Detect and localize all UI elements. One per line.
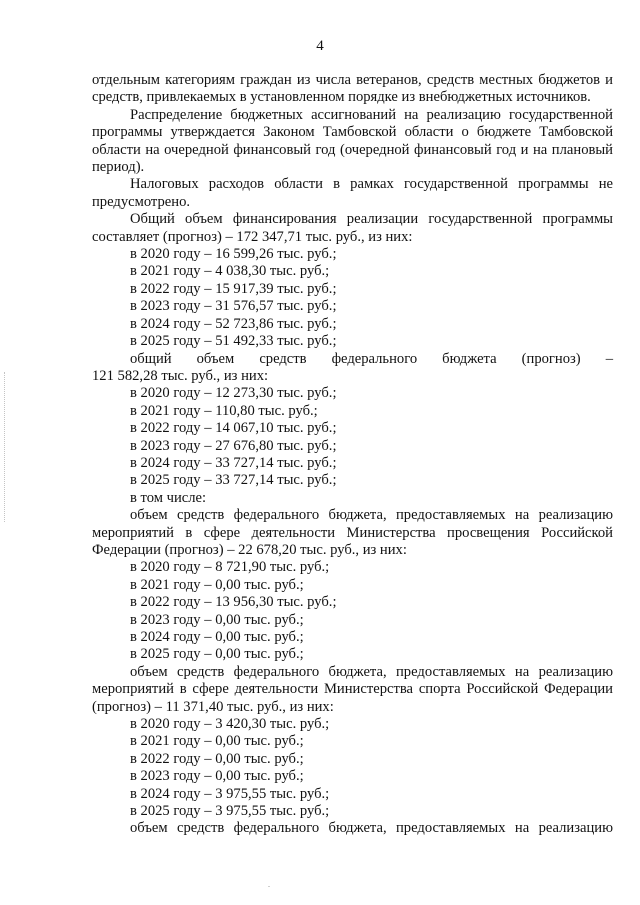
page-number: 4 xyxy=(316,38,324,54)
list-item: в 2021 году – 0,00 тыс. руб.; xyxy=(130,733,304,750)
list-item: в 2021 году – 0,00 тыс. руб.; xyxy=(130,576,304,593)
scan-dot xyxy=(268,886,270,887)
paragraph: общий объем средств федерального бюджета (прогноз) – xyxy=(130,350,613,367)
list-item: в 2020 году – 8 721,90 тыс. руб.; xyxy=(130,559,330,576)
list-item: в 2020 году – 16 599,26 тыс. руб.; xyxy=(130,246,337,263)
list-item: в 2022 году – 15 917,39 тыс. руб.; xyxy=(130,280,337,297)
list-item: в 2022 году – 14 067,10 тыс. руб.; xyxy=(130,420,337,437)
paragraph: объем средств федерального бюджета, предоставляемых на реализацию xyxy=(130,820,613,837)
list-item: в том числе: xyxy=(130,489,207,506)
list-item: в 2021 году – 4 038,30 тыс. руб.; xyxy=(130,263,330,280)
list-item: в 2024 году – 52 723,86 тыс. руб.; xyxy=(130,315,337,332)
document-body xyxy=(92,72,613,838)
list-item: в 2021 году – 110,80 тыс. руб.; xyxy=(130,402,318,419)
list-item: в 2023 году – 0,00 тыс. руб.; xyxy=(130,611,304,628)
paragraph: 121 582,28 тыс. руб., из них: xyxy=(92,367,269,384)
list-item: в 2023 году – 0,00 тыс. руб.; xyxy=(130,768,304,785)
list-item: в 2024 году – 3 975,55 тыс. руб.; xyxy=(130,785,330,802)
list-item: в 2022 году – 13 956,30 тыс. руб.; xyxy=(130,594,337,611)
list-item: в 2025 году – 51 492,33 тыс. руб.; xyxy=(130,333,337,350)
paragraph: отдельным категориям граждан из числа ветеранов, средств местных бюджетов и средств, привлекаемых в установленном порядке из внебюджетных источников. xyxy=(92,72,613,106)
paragraph: Общий объем финансирования реализации государственной программы составляет (прогноз) – 172 347,71 тыс. руб., из них: xyxy=(92,211,613,245)
list-item: в 2024 году – 0,00 тыс. руб.; xyxy=(130,629,304,645)
margin-scan-mark xyxy=(4,372,6,522)
list-item: в 2023 году – 31 576,57 тыс. руб.; xyxy=(130,298,337,315)
list-item: в 2025 году – 33 727,14 тыс. руб.; xyxy=(130,472,337,489)
list-item: в 2024 году – 33 727,14 тыс. руб.; xyxy=(130,454,337,471)
paragraph: Распределение бюджетных ассигнований на реализацию государственной программы утверждается Законом Тамбовской области о бюджете Тамбовской области на очередной финансовый год (очередной финансовый год и на плановый период). xyxy=(92,106,613,176)
list-item: в 2020 году – 12 273,30 тыс. руб.; xyxy=(130,385,337,402)
paragraph: Налоговых расходов области в рамках государственной программы не предусмотрено. xyxy=(92,176,613,210)
list-item: в 2023 году – 27 676,80 тыс. руб.; xyxy=(130,437,337,454)
list-item: в 2022 году – 0,00 тыс. руб.; xyxy=(130,750,304,767)
paragraph: объем средств федерального бюджета, предоставляемых на реализацию мероприятий в сфере деятельности Министерства спорта Российской Федерации (прогноз) – 11 371,40 тыс. руб., из них: xyxy=(92,663,613,715)
list-item: в 2025 году – 0,00 тыс. руб.; xyxy=(130,646,304,663)
paragraph: объем средств федерального бюджета, предоставляемых на реализацию мероприятий в сфере деятельности Министерства просвещения Российской Федерации (прогноз) – 22 678,20 тыс. руб., из них: xyxy=(92,507,613,558)
list-item: в 2020 году – 3 420,30 тыс. руб.; xyxy=(130,716,330,733)
list-item: в 2025 году – 3 975,55 тыс. руб.; xyxy=(130,803,330,820)
